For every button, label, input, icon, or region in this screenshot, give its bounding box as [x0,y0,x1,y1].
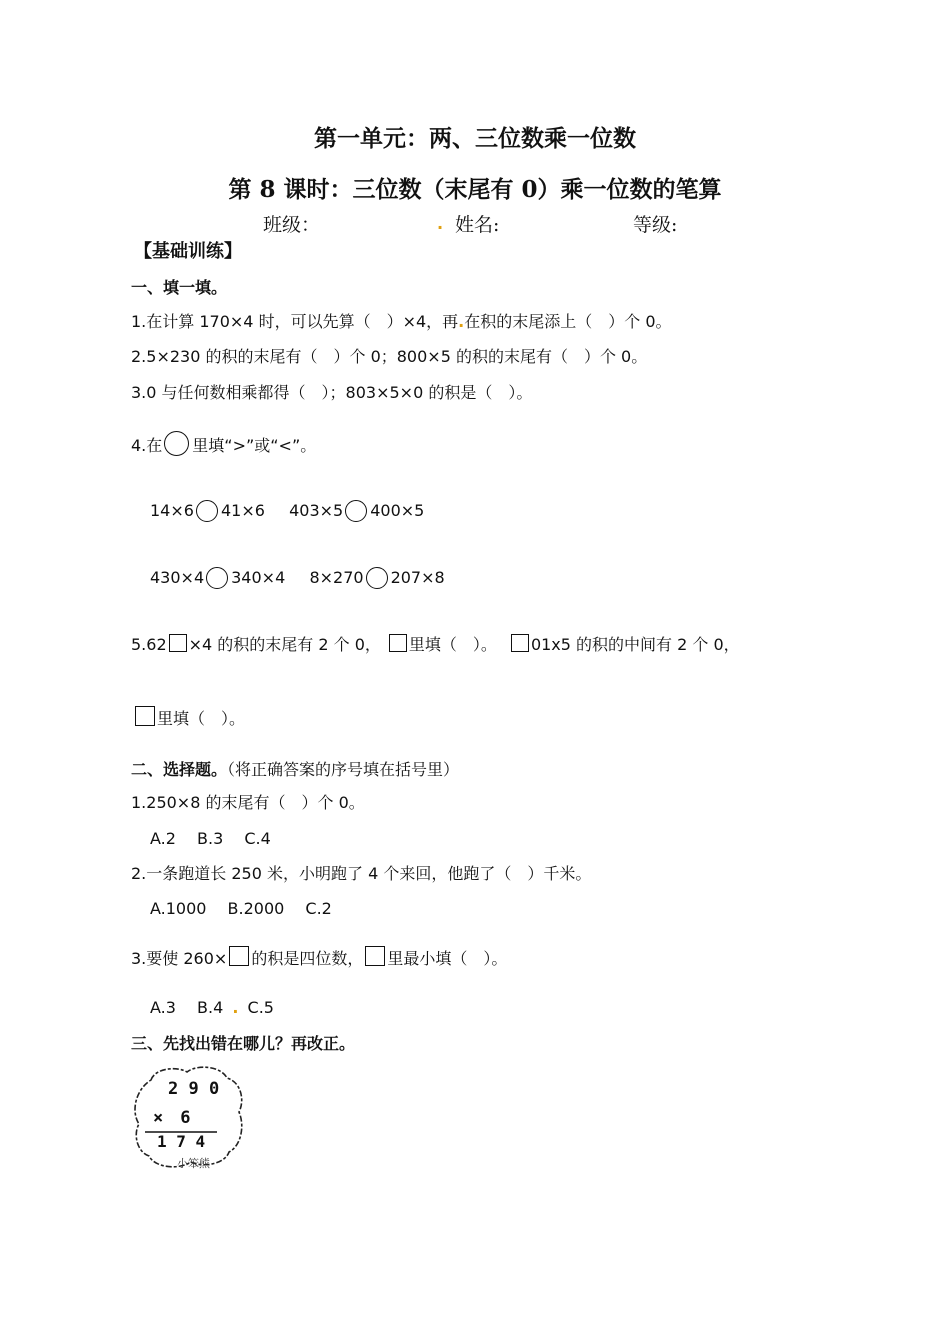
question-2-2-options: A.1000 B.2000 C.2 [150,899,332,918]
question-2-2: 2.一条跑道长 250 米，小明跑了 4 个来回，他跑了（ ）千米。 [131,864,592,883]
section2-heading: 二、选择题。 [131,760,228,779]
calc-caption: 小笨熊 [177,1157,210,1170]
question-1-5-cont [133,706,245,729]
section2-note: （将正确答案的序号填在括号里） [227,760,460,779]
question-1-2: 2.5×230 的积的末尾有（ ）个 0；800×5 的积的末尾有（ ）个 0。 [131,347,648,366]
question-2-1: 1.250×8 的末尾有（ ）个 0。 [131,793,365,812]
question-2-3-options [150,995,274,1018]
question-1-5 [131,632,740,655]
q5-e: 里填（ ）。 [157,709,246,728]
basic-training-heading: 【基础训练】 [134,241,242,262]
q1-part-a: 1.在计算 170×4 时，可以先算（ ）×4，再 [131,312,459,331]
class-label: 班级： [263,214,321,236]
q4-pre: 4.在 [131,436,163,455]
q3-b: 的积是四位数， [251,949,364,968]
page-title: 第一单元：两、三位数乘一位数 [314,125,636,152]
square-blank-icon [365,946,385,966]
cmp-right: 400×5 [370,501,425,520]
square-blank-icon [135,706,155,726]
decorative-dot: . [458,312,465,331]
q5-a: 5.62 [131,635,167,654]
question-1-4 [131,431,316,456]
circle-blank-icon [164,431,189,456]
compare-circle-input[interactable] [206,567,228,589]
compare-circle-input[interactable] [345,500,367,522]
question-2-1-options: A.2 B.3 C.4 [150,829,271,848]
q3-opts-a: A.3 B.4 [150,998,224,1017]
cmp-left: 8×270 [309,568,364,587]
cmp-left: 430×4 [150,568,205,587]
compare-row-1 [150,500,424,522]
square-blank-input[interactable] [511,634,529,652]
q1-part-b: 在积的末尾添上（ ）个 0。 [464,312,672,331]
section1-heading: 一、填一填。 [131,278,228,297]
compare-row-2 [150,567,445,589]
decorative-dot: . [437,214,444,233]
cmp-right: 207×8 [390,568,445,587]
compare-circle-input[interactable] [366,567,388,589]
square-blank-input[interactable] [229,946,249,966]
square-blank-input[interactable] [169,634,187,652]
q3-opts-b: C.5 [247,998,274,1017]
cmp-left: 14×6 [150,501,194,520]
question-2-3 [131,946,507,969]
cmp-right: 340×4 [231,568,286,587]
q3-a: 3.要使 260× [131,949,228,968]
square-blank-icon [389,634,407,652]
question-1-1 [131,309,672,332]
grade-label: 等级: [633,214,678,236]
decorative-dot: . [232,998,239,1017]
calc-top-number: 2 9 0 [168,1079,220,1099]
name-label: 姓名: [455,214,500,236]
q5-c: 里填（ ）。 [408,635,497,654]
q4-post: 里填“>”或“<”。 [192,436,317,455]
q5-b: ×4 的积的末尾有 2 个 0， [188,635,381,654]
calc-multiplier: × 6 [153,1108,191,1128]
section3-heading: 三、先找出错在哪儿？再改正。 [131,1034,356,1053]
calculation-cloud-figure [131,1064,246,1172]
question-1-3: 3.0 与任何数相乘都得（ ）；803×5×0 的积是（ ）。 [131,383,533,402]
cmp-right: 41×6 [220,501,265,520]
q5-d: 01x5 的积的中间有 2 个 0， [530,635,740,654]
compare-circle-input[interactable] [196,500,218,522]
section2-heading-row [131,757,459,780]
q3-c: 里最小填（ ）。 [387,949,508,968]
cmp-left: 403×5 [289,501,344,520]
calc-result: 1 7 4 [157,1132,206,1151]
lesson-subtitle: 第 8 课时：三位数（末尾有 0）乘一位数的笔算 [228,176,722,203]
